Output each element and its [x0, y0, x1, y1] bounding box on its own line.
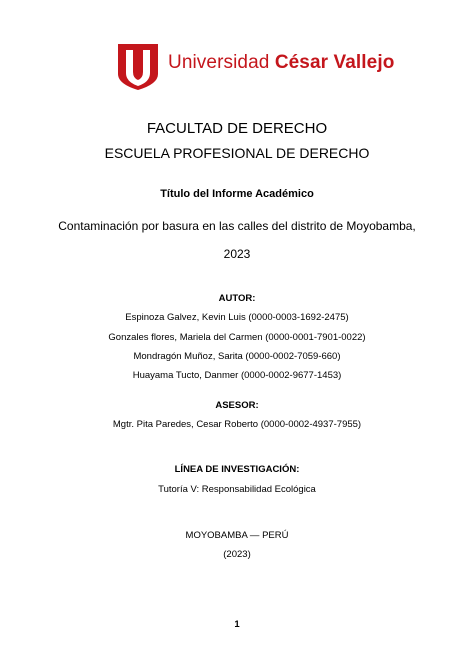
author-line: Gonzales flores, Mariela del Carmen (0000-0001-7901-0022)	[108, 332, 366, 343]
author-line: Espinoza Galvez, Kevin Luis (0000-0003-1692-2475)	[125, 312, 349, 323]
author-line: Huayama Tucto, Danmer (0000-0002-9677-1453)	[132, 370, 342, 381]
research-line-heading: LÍNEA DE INVESTIGACIÓN:	[174, 464, 300, 475]
brand-bold: César Vallejo	[274, 52, 395, 73]
university-name	[168, 52, 394, 74]
page-number: 1	[234, 619, 240, 630]
report-title-line-1: Contaminación por basura en las calles del distrito de Moyobamba,	[58, 219, 416, 233]
faculty-heading: FACULTAD DE DERECHO	[146, 120, 328, 137]
year: (2023)	[223, 549, 251, 560]
author-heading: AUTOR:	[218, 293, 256, 304]
title-label: Título del Informe Académico	[160, 188, 314, 200]
brand-regular: Universidad	[168, 52, 275, 73]
university-shield-icon	[118, 44, 158, 90]
university-logo	[118, 44, 395, 90]
report-title-line-2: 2023	[223, 247, 251, 261]
research-line-value: Tutoría V: Responsabilidad Ecológica	[158, 484, 316, 495]
school-heading: ESCUELA PROFESIONAL DE DERECHO	[104, 145, 370, 161]
place: MOYOBAMBA — PERÚ	[185, 530, 289, 541]
advisor-name: Mgtr. Pita Paredes, Cesar Roberto (0000-0002-4937-7955)	[112, 419, 362, 430]
advisor-heading: ASESOR:	[215, 400, 259, 411]
author-line: Mondragón Muñoz, Sarita (0000-0002-7059-660)	[133, 351, 341, 362]
